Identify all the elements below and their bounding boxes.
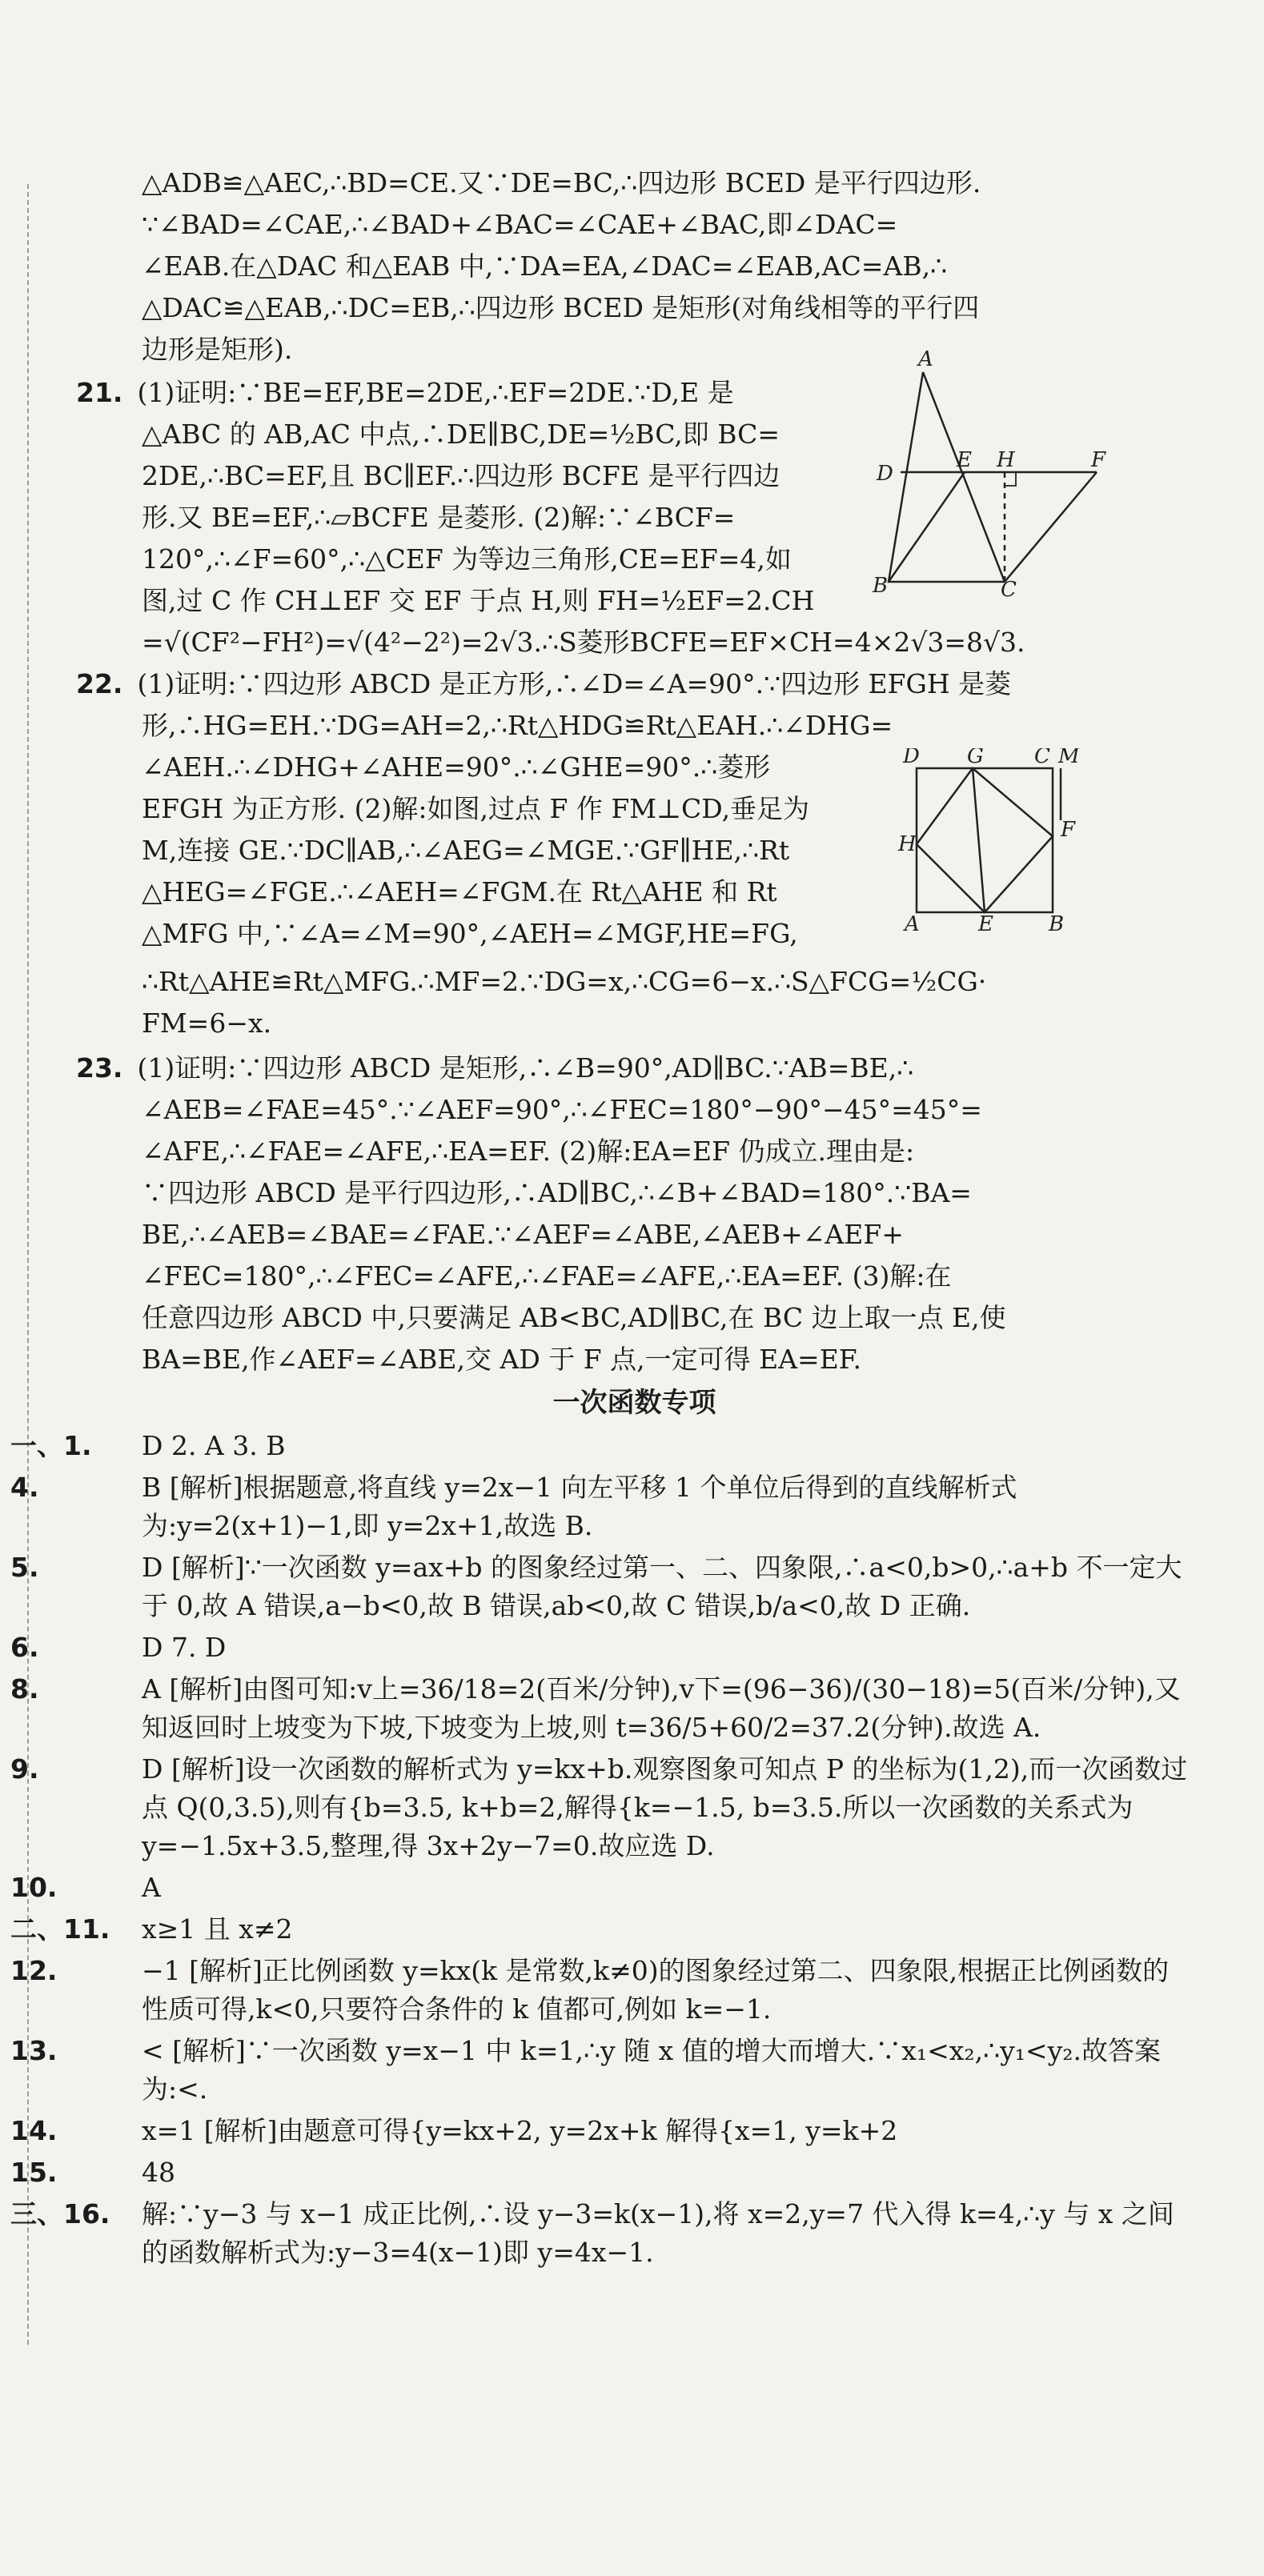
q21-line: 形.又 BE=EF,∴▱BCFE 是菱形. (2)解:∵∠BCF=	[142, 502, 736, 533]
answer-item	[10, 2032, 1193, 2109]
answer-text: < [解析]∵一次函数 y=x−1 中 k=1,∴y 随 x 值的增大而增大.∵x₁<x₂,∴y₁<y₂.故答案为:<.	[142, 2035, 1161, 2105]
q23-line: ∠AEB=∠FAE=45°.∵∠AEF=90°,∴∠FEC=180°−90°−45°=45°=	[142, 1094, 982, 1125]
section-title: 一次函数专项	[552, 1387, 716, 1419]
question-number: 22.	[76, 668, 123, 699]
answer-number: 14.	[10, 2115, 58, 2146]
text-line: △ADB≌△AEC,∴BD=CE.又∵DE=BC,∴四边形 BCED 是平行四边形.	[142, 167, 981, 198]
q23-line: ∠FEC=180°,∴∠FEC=∠AFE,∴∠FAE=∠AFE,∴EA=EF. (3)解:在	[142, 1260, 952, 1292]
answer-number: 4.	[10, 1472, 39, 1503]
question-23	[76, 1049, 1193, 1379]
label-f: F	[1091, 448, 1106, 472]
answer-item	[10, 2195, 1193, 2272]
answer-item	[10, 1670, 1193, 1747]
label-d: D	[903, 748, 920, 768]
triangle-abc	[889, 372, 1005, 582]
q23-line: ∠AFE,∴∠FAE=∠AFE,∴EA=EF. (2)解:EA=EF 仍成立.理由是:	[142, 1136, 915, 1167]
answer-item	[10, 1952, 1193, 2029]
answer-text: D 2. A 3. B	[142, 1430, 286, 1461]
question-number: 21.	[76, 377, 123, 408]
answer-text: 解:∵y−3 与 x−1 成正比例,∴设 y−3=k(x−1),将 x=2,y=7 代入得 k=4,∴y 与 x 之间的函数解析式为:y−3=4(x−1)即 y=4x−1.	[142, 2198, 1174, 2268]
answer-item	[10, 1910, 1193, 1949]
label-d: D	[877, 462, 893, 486]
answer-number: 三、16.	[10, 2198, 110, 2229]
label-c: C	[1001, 578, 1017, 602]
q21-figure	[869, 348, 1109, 604]
text-line: △DAC≌△EAB,∴DC=EB,∴四边形 BCED 是矩形(对角线相等的平行四	[142, 292, 980, 323]
answer-number: 10.	[10, 1872, 58, 1903]
q23-line: BA=BE,作∠AEF=∠ABE,交 AD 于 F 点,一定可得 EA=EF.	[142, 1344, 862, 1375]
label-b: B	[873, 574, 889, 598]
answer-text: 48	[142, 2157, 175, 2188]
q23-line: ∵四边形 ABCD 是平行四边形,∴AD∥BC,∴∠B+∠BAD=180°.∵BA=	[142, 1177, 972, 1208]
q21-line: △ABC 的 AB,AC 中点,∴DE∥BC,DE=½BC,即 BC=	[142, 419, 780, 450]
q22-line: △MFG 中,∵∠A=∠M=90°,∠AEH=∠MGF,HE=FG,	[142, 918, 798, 949]
label-e: E	[957, 448, 972, 472]
q21-line: 图,过 C 作 CH⊥EF 交 EF 于点 H,则 FH=½EF=2.CH	[142, 585, 815, 616]
square-abcd	[917, 768, 1053, 912]
answer-item	[10, 1427, 1193, 1465]
label-c: C	[1034, 748, 1050, 768]
answer-text: x≥1 且 x≠2	[142, 1913, 293, 1945]
label-a: A	[918, 348, 933, 371]
q22-figure	[897, 748, 1097, 932]
q20-continuation	[76, 164, 1193, 369]
answer-text: x=1 [解析]由题意可得{y=kx+2, y=2x+k 解得{x=1, y=k+2	[142, 2115, 898, 2146]
q21-line: =√(CF²−FH²)=√(4²−2²)=2√3.∴S菱形BCFE=EF×CH=4×2√3=8√3.	[142, 627, 1025, 658]
q22-line	[76, 665, 1193, 703]
label-h: H	[997, 448, 1015, 472]
line-be	[889, 472, 965, 582]
answer-number: 8.	[10, 1673, 39, 1705]
answer-item	[10, 1468, 1193, 1545]
label-g: G	[967, 748, 984, 768]
answers-list	[10, 1427, 1193, 2272]
answer-text: B [解析]根据题意,将直线 y=2x−1 向左平移 1 个单位后得到的直线解析式为:y=2(x+1)−1,即 y=2x+1,故选 B.	[142, 1472, 1017, 1541]
right-angle-mark	[1005, 472, 1016, 486]
label-f: F	[1061, 818, 1076, 842]
line-cf	[1005, 472, 1097, 582]
label-h: H	[898, 832, 917, 856]
q23-line: 任意四边形 ABCD 中,只要满足 AB<BC,AD∥BC,在 BC 边上取一点 E,使	[142, 1302, 1006, 1333]
q22-line: ∠AEH.∴∠DHG+∠AHE=90°.∴∠GHE=90°.∴菱形	[142, 751, 771, 783]
answer-number: 13.	[10, 2035, 58, 2066]
answer-item	[10, 2153, 1193, 2192]
label-e: E	[978, 912, 993, 932]
text-line: ∠EAB.在△DAC 和△EAB 中,∵DA=EA,∠DAC=∠EAB,AC=AB,∴	[142, 250, 948, 282]
q23-line	[76, 1049, 1193, 1088]
q21-line: 2DE,∴BC=EF,且 BC∥EF.∴四边形 BCFE 是平行四边	[142, 460, 780, 491]
q23-text: (1)证明:∵四边形 ABCD 是矩形,∴∠B=90°,AD∥BC.∵AB=BE,∴	[137, 1052, 914, 1084]
answer-item	[10, 1869, 1193, 1907]
answer-text: D [解析]∵一次函数 y=ax+b 的图象经过第一、二、四象限,∴a<0,b>0,∴a+b 不一定大于 0,故 A 错误,a−b<0,故 B 错误,ab<0,故 C 错误,b/a<0,故 D 正确.	[142, 1552, 1182, 1621]
q21-text: (1)证明:∵BE=EF,BE=2DE,∴EF=2DE.∵D,E 是	[137, 377, 734, 408]
text-line: ∵∠BAD=∠CAE,∴∠BAD+∠BAC=∠CAE+∠BAC,即∠DAC=	[142, 209, 898, 240]
q22-line: M,连接 GE.∵DC∥AB,∴∠AEG=∠MGE.∵GF∥HE,∴Rt	[142, 835, 790, 866]
answer-number: 二、11.	[10, 1913, 110, 1945]
q23-line: BE,∴∠AEB=∠BAE=∠FAE.∵∠AEF=∠ABE,∠AEB+∠AEF+	[142, 1219, 904, 1250]
answer-item	[10, 1750, 1193, 1865]
answer-number: 12.	[10, 1955, 58, 1986]
answer-number: 9.	[10, 1753, 39, 1785]
quad-efgh	[917, 768, 1053, 912]
q21-line: 120°,∴∠F=60°,∴△CEF 为等边三角形,CE=EF=4,如	[142, 543, 792, 575]
binding-margin-rule	[27, 184, 29, 2345]
label-a: A	[905, 912, 920, 932]
square-diagram	[897, 748, 1097, 932]
label-m: M	[1058, 748, 1080, 768]
answer-text: D 7. D	[142, 1632, 227, 1663]
text-line: 边形是矩形).	[142, 334, 293, 365]
answer-item	[10, 1548, 1193, 1625]
q22-line: FM=6−x.	[142, 1008, 272, 1039]
answer-text: A [解析]由图可知:v上=36/18=2(百米/分钟),v下=(96−36)/(30−18)=5(百米/分钟),又知返回时上坡变为下坡,下坡变为上坡,则 t=36/5+60/2=37.2(分钟).故选 A.	[142, 1673, 1181, 1743]
answer-item	[10, 2112, 1193, 2150]
rhombus-diagram	[869, 348, 1109, 604]
answer-number: 5.	[10, 1552, 39, 1583]
q22-line: 形,∴HG=EH.∵DG=AH=2,∴Rt△HDG≌Rt△EAH.∴∠DHG=	[142, 710, 893, 741]
answer-number: 6.	[10, 1632, 39, 1663]
answer-text: D [解析]设一次函数的解析式为 y=kx+b.观察图象可知点 P 的坐标为(1,2),而一次函数过点 Q(0,3.5),则有{b=3.5, k+b=2,解得{k=−1.5, b=3.5.所以一次函数的关系式为 y=−1.5x+3.5,整理,得 3x+2y−7=0.故应选 D.	[142, 1753, 1188, 1861]
answer-number: 15.	[10, 2157, 58, 2188]
q21-line	[76, 374, 837, 412]
answer-number: 一、1.	[10, 1430, 92, 1461]
q22-text: (1)证明:∵四边形 ABCD 是正方形,∴∠D=∠A=90°.∵四边形 EFGH 是菱	[137, 668, 1012, 699]
label-b: B	[1049, 912, 1065, 932]
answer-text: −1 [解析]正比例函数 y=kx(k 是常数,k≠0)的图象经过第二、四象限,根据正比例函数的性质可得,k<0,只要符合条件的 k 值都可,例如 k=−1.	[142, 1955, 1170, 2025]
q22-line: △HEG=∠FGE.∴∠AEH=∠FGM.在 Rt△AHE 和 Rt	[142, 876, 777, 907]
q22-line: ∴Rt△AHE≌Rt△MFG.∴MF=2.∵DG=x,∴CG=6−x.∴S△FCG=½CG·	[142, 966, 987, 997]
question-number: 23.	[76, 1052, 123, 1084]
line-ge	[973, 768, 985, 912]
q22-line: EFGH 为正方形. (2)解:如图,过点 F 作 FM⊥CD,垂足为	[142, 793, 810, 824]
answer-item	[10, 1629, 1193, 1667]
answer-text: A	[142, 1872, 161, 1903]
